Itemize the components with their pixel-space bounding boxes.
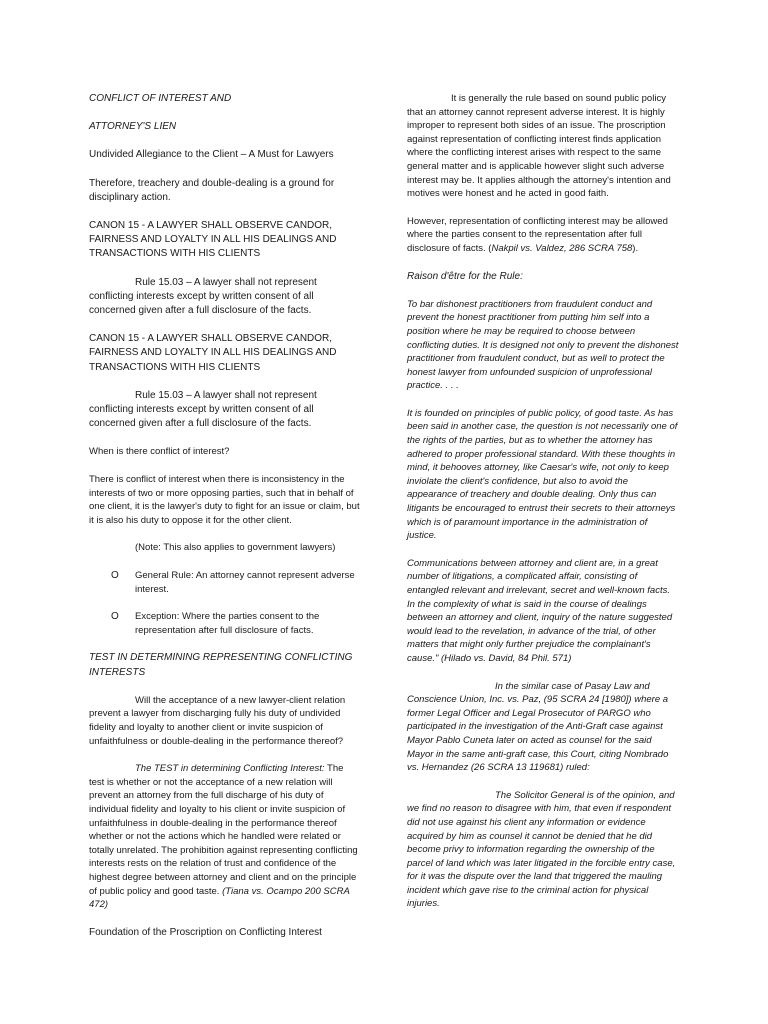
conflict-question: When is there conflict of interest? [89,446,230,458]
bullet-general-rule-text: General Rule: An attorney cannot represent adverse interest. [135,570,355,595]
pasay-case-intro: In the similar case of Pasay Law and Conscience Union, Inc. vs. Paz, [407,680,650,706]
bullet-marker: O [111,611,119,623]
bullet-marker: O [111,570,119,582]
canon-15-first: CANON 15 - A LAWYER SHALL OBSERVE CANDOR, FAIRNESS AND LOYALTY IN ALL HIS DEALINGS AND TRANSACTIONS WITH HIS CLIENTS [89,220,337,260]
bullet-exception [89,610,361,637]
consent-paragraph [407,215,679,256]
subtitle-undivided-allegiance: Undivided Allegiance to the Client – A Must for Lawyers [89,149,334,161]
canon-15-second: CANON 15 - A LAWYER SHALL OBSERVE CANDOR, FAIRNESS AND LOYALTY IN ALL HIS DEALINGS AND TRANSACTIONS WITH HIS CLIENTS [89,333,337,373]
consent-end: ). [632,242,639,254]
treachery-paragraph: Therefore, treachery and double-dealing is a ground for disciplinary action. [89,177,335,203]
quote-dishonest-practitioners: To bar dishonest practitioners from fraudulent conduct and prevent the honest practitioner from putting him self into a position where he may be required to choose between conflicting duties. It is designed not only to prevent the dishonest practitioner from fraudulent conduct, but as well to protect the honest lawyer from unfounded suspicion of unprofessional practice. . . . [407,298,679,392]
quote-public-policy: It is founded on principles of public policy, of good taste. As has been said in another case, the question is not necessarily one of the rights of the parties, but as to whether the attorney has adhered to proper professional standard. With these thoughts in mind, it behooves attorney, like Caesar's wife, not only to keep inviolate the client's confidence, but also to avoid the appearance of treachery and double dealing. Only thus can litigants be encouraged to entrust their secrets to their attorneys which is of paramount importance in the administration of justice. [407,407,678,542]
rule-15-03-second: Rule 15.03 – A lawyer shall not represent conflicting interests except by written consent of all concerned given after a full disclosure of the facts. [89,389,317,430]
right-column [407,92,679,911]
pasay-case-body: (95 SCRA 24 [1980]) where a former Legal Officer and Legal Prosecutor of PARGO who participated in the investigation of the Anti-Graft case against Mayor Pablo Cuneta later on acted as counsel for the said Mayor in the same anti-graft case, this Court, citing Nombrado vs. Hernandez (26 SCRA 13 119681) ruled: [407,694,669,774]
test-citation: (Tiana vs. Ocampo 200 SCRA 472) [89,885,350,911]
heading-attorneys-lien: ATTORNEY'S LIEN [89,121,177,133]
test-heading: TEST IN DETERMINING REPRESENTING CONFLICTING INTERESTS [89,652,353,678]
quote-communications: Communications between attorney and client are, in a great number of litigations, a complicated affair, consisting of entangled relevant and irrelevant, secret and well-known facts. In the complexity of what is said in the course of dealings between an attorney and client, inquiry of the nature suggested would lead to the revelation, in advance of the trial, of other matters that might only further prejudice the complainant's cause." (Hilado vs. David, 84 Phil. 571) [407,557,673,664]
solicitor-general-paragraph: The Solicitor General is of the opinion, and we find no reason to disagree with him, that even if respondent did not use against his client any information or evidence acquired by him as counsel it cannot be denied that he did become privy to information regarding the ownership of the parcel of land which was later litigated in the forcible entry case, for it was the dispute over the land that triggered the mauling incident which gave rise to the criminal action for physical injuries. [407,789,676,910]
rule-15-03-first: Rule 15.03 – A lawyer shall not represent conflicting interests except by written consent of all concerned given after a full disclosure of the facts. [89,276,317,317]
left-column [89,92,361,940]
foundation-heading: Foundation of the Proscription on Conflicting Interest [89,926,322,938]
conflict-answer: There is conflict of interest when there is inconsistency in the interests of two or more opposing parties, such that in behalf of one client, it is the lawyer's duty to fight for an issue or claim, but it is also his duty to oppose it for the other client. [89,474,360,526]
test-lead: The TEST in determining Conflicting Interest: [135,763,325,775]
raison-heading: Raison d'être for the Rule: [407,270,523,282]
government-lawyers-note: (Note: This also applies to government lawyers) [135,542,336,554]
general-rule-paragraph: It is generally the rule based on sound public policy that an attorney cannot represent adverse interest. It is highly improper to represent both sides of an issue. The proscription against representation of conflicting interest finds application where the conflicting interest arises with respect to the same general matter and is applicable however slight such adverse interest may be. It applies although the attorney's intention and motives were honest and he acted in good faith. [407,93,671,200]
nakpil-citation: Nakpil vs. Valdez, 286 SCRA 758 [491,242,633,254]
consent-text: However, representation of conflicting interest may be allowed where the parties consent to the representation after full disclosure of facts. ( [407,215,668,254]
test-definition-paragraph [89,762,361,912]
bullet-general-rule [89,569,361,596]
test-question-paragraph: Will the acceptance of a new lawyer-client relation prevent a lawyer from discharging fully his duty of undivided fidelity and loyalty to another client or invite suspicion of unfaithfulness or double-dealing in the performance thereof? [89,694,346,747]
heading-conflict-of-interest: CONFLICT OF INTEREST AND [89,93,232,104]
test-body: The test is whether or not the acceptance of a new relation will prevent an attorney from the full discharge of his duty of individual fidelity and loyalty to his client or invite suspicion of unfaithfulness in double-dealing in the performance thereof whether or not the actions which he handled were related or totally unrelated. The prohibition against representing conflicting interests rests on the relation of trust and confidence of the highest degree between attorney and client and on the principle of public policy and good taste. [89,763,358,897]
pasay-case-paragraph [407,680,679,775]
bullet-exception-text: Exception: Where the parties consent to the representation after full disclosure of facts. [135,611,320,636]
